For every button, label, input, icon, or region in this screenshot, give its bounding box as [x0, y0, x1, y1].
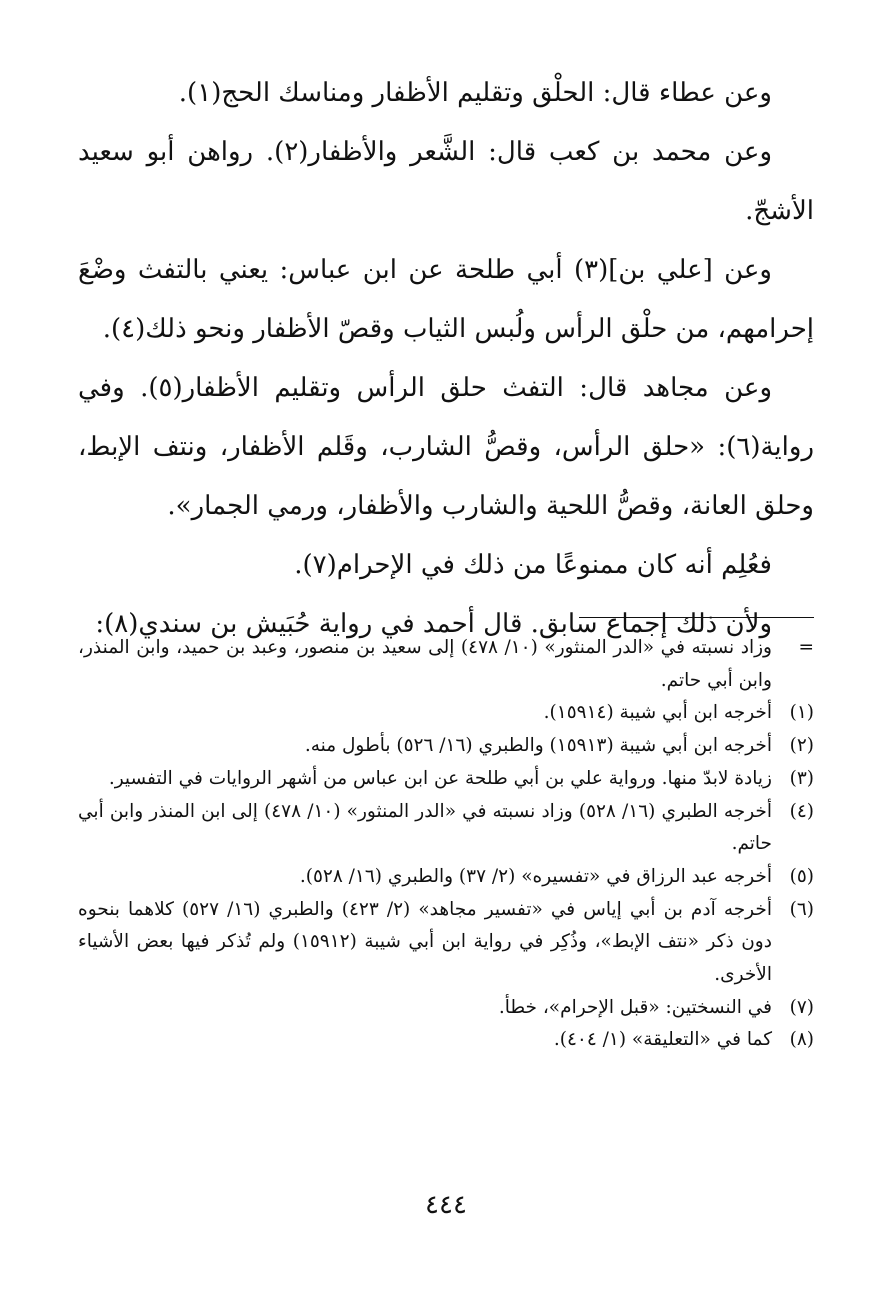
footnote-7 [78, 992, 814, 1025]
main-text [78, 64, 814, 654]
footnote-text: أخرجه عبد الرزاق في «تفسيره» (٢/ ٣٧) والطبري (١٦/ ٥٢٨). [299, 865, 772, 887]
footnote-2 [78, 730, 814, 763]
footnote-marker: (٢) [789, 735, 814, 757]
footnote-continuation [78, 632, 814, 697]
paragraph-conclusion: فعُلِم أنه كان ممنوعًا من ذلك في الإحرام(٧). [294, 550, 772, 580]
paragraph-muhammad-ibn-kab: وعن محمد بن كعب قال: الشَّعر والأظفار(٢). رواهن أبو سعيد الأشجّ. [78, 137, 814, 226]
footnote-text: أخرجه ابن أبي شيبة (١٥٩١٤). [543, 702, 772, 724]
footnote-text: كما في «التعليقة» (١/ ٤٠٤). [553, 1029, 772, 1051]
footnote-marker: (٨) [789, 1029, 814, 1051]
paragraph-ijma: ولأن ذلك إجماع سابق. قال أحمد في رواية حُبَيش بن سندي(٨): [95, 609, 772, 639]
footnote-8 [78, 1024, 814, 1057]
footnote-marker: (٣) [789, 767, 814, 789]
footnote-text: أخرجه الطبري (١٦/ ٥٢٨) وزاد نسبته في «الدر المنثور» (١٠/ ٤٧٨) إلى ابن المنذر وابن أبي حاتم. [78, 800, 773, 855]
footnote-marker: (٧) [789, 996, 814, 1018]
footnote-text: في النسختين: «قبل الإحرام»، خطأ. [498, 996, 772, 1018]
footnote-text: أخرجه ابن أبي شيبة (١٥٩١٣) والطبري (١٦/ ٥٢٦) بأطول منه. [304, 735, 772, 757]
footnote-3 [78, 763, 814, 796]
footnote-text: زيادة لابدّ منها. ورواية علي بن أبي طلحة عن ابن عباس من أشهر الروايات في التفسير. [108, 767, 772, 789]
footnote-4 [78, 796, 814, 861]
footnote-text: أخرجه آدم بن أبي إياس في «تفسير مجاهد» (٢/ ٤٢٣) والطبري (١٦/ ٥٢٧) كلاهما بنحوه دون ذكر «نتف الإبط»، وذُكِر في رواية ابن أبي شيبة (١٥٩١٢) ولم تُذكر فيها بعض الأشياء الأخرى. [78, 898, 772, 986]
paragraph-ibn-abbas: وعن [علي بن](٣) أبي طلحة عن ابن عباس: يعني بالتفث وضْعَ إحرامهم، من حلْق الرأس ولُبس الثياب وقصّ الأظفار ونحو ذلك(٤). [78, 255, 814, 344]
paragraph-ata: وعن عطاء قال: الحلْق وتقليم الأظفار ومناسك الحج(١). [178, 78, 772, 108]
footnote-marker: (٥) [789, 865, 814, 887]
footnote-6 [78, 894, 814, 992]
footnote-5 [78, 861, 814, 894]
footnote-text: وزاد نسبته في «الدر المنثور» (١٠/ ٤٧٨) إلى سعيد بن منصور، وعبد بن حميد، وابن المنذر، وابن أبي حاتم. [78, 637, 772, 691]
footnote-marker: = [798, 637, 814, 658]
footnotes [78, 632, 814, 1057]
page-number: ٤٤٤ [425, 1190, 467, 1220]
paragraph-mujahid: وعن مجاهد قال: التفث حلق الرأس وتقليم الأظفار(٥). وفي رواية(٦): «حلق الرأس، وقصُّ الشارب، وقَلم الأظفار، ونتف الإبط، وحلق العانة، وقصُّ اللحية والشارب والأظفار، ورمي الجمار». [78, 373, 814, 521]
footnote-1 [78, 697, 814, 730]
footnote-separator [579, 617, 814, 618]
footnote-marker: (١) [789, 702, 814, 724]
footnote-marker: (٦) [789, 898, 814, 920]
footnote-marker: (٤) [789, 800, 814, 822]
